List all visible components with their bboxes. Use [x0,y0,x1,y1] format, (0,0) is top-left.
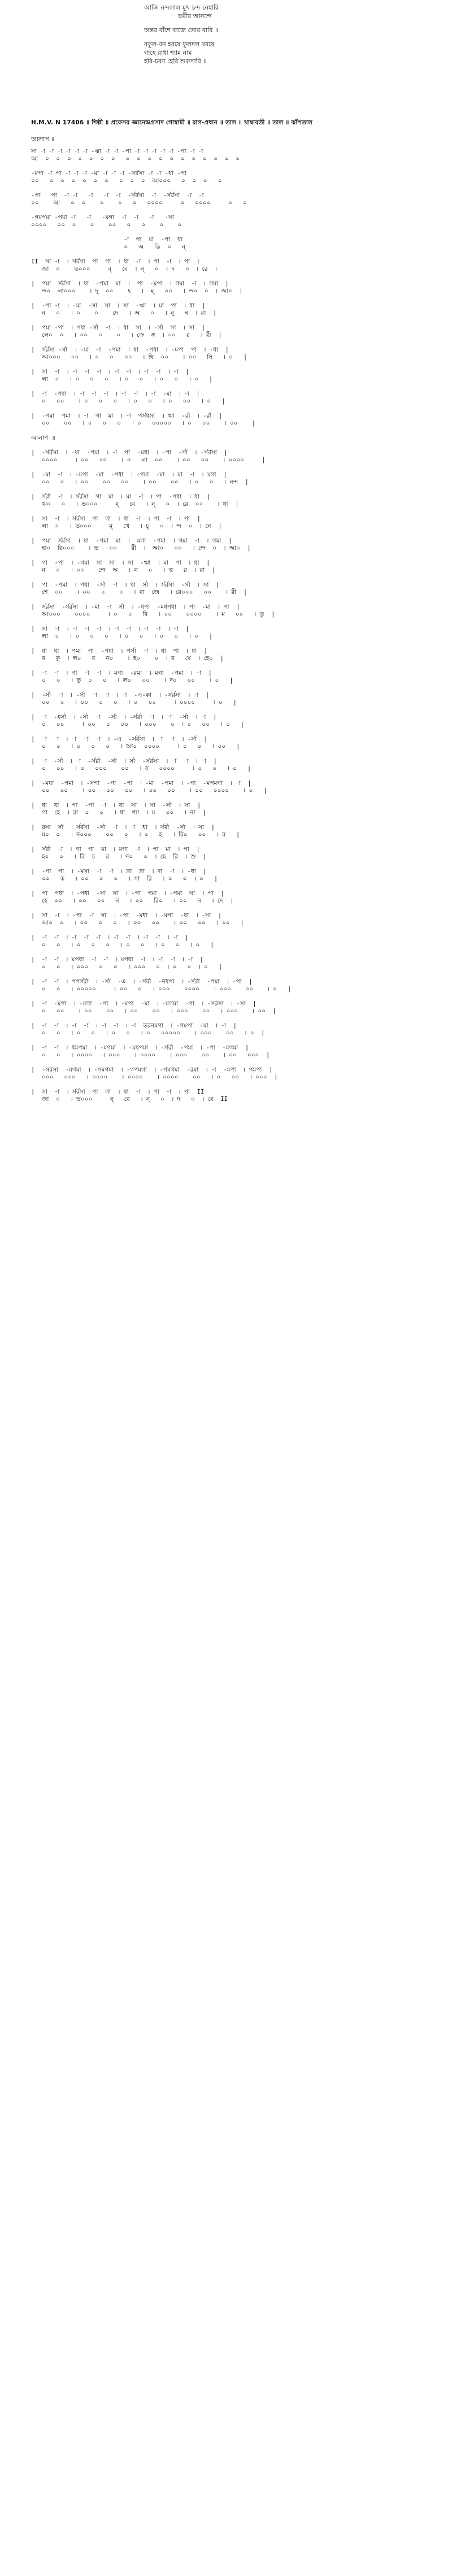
notation-row: ০ অ ন্তি ০ ন্ [31,244,186,250]
notation-row: আ০০০ ০০০০ । ০ ০ বি । ০০ ০০০০ । ম ০০ । তু | [31,611,275,618]
notation-row: | সা -া । র্সর্রসা পা গা । ধা -া । পা -া । পা II [31,1088,205,1095]
notation-row: | -া -া । গা -া -া । মগা -রমা । মগা -পমা । -া | [31,670,212,676]
lyric-line-4: বকুল-বন হরষে ফুলদল বরষে [144,41,215,48]
notation-row: লা ০ । ০ ০ ০ । ০ ০ । ০ ০ । ০ | [31,633,213,640]
notation-row: | -পমা পমা । -া গা মা । -া পর্সধসা । ঋা -র্রা । -র্রা | [31,413,223,419]
notation-row: ০ ০ । ০০০০০ । ০০ ০ । ০০০ ০০০০ । ০০০ ০০ । ০ | [31,986,292,992]
notation-row: | গা -পা । -গমা সা সা । সা -ঋা । মা পা । ধা | [31,560,210,566]
notation-row: হে ০০ । ০০ ০০ ন । ০০ রি০ । ০০ ন । দে | [31,897,234,904]
notation-row: | -া -া । -া -া -া । -এ -র্সর্রসা । -া -া । -র্সা | [31,736,208,743]
notation-row: | -া -া । পপর্সর্রা । -র্সা -এ । -র্সর্রা -নধপা । -র্সর্রা -পমা । -পা | [31,978,253,985]
notation-row: ০০০ ০০০ । ০০০০ । ০০০০ । ০০০০ ০০ । ০ ০০ । ০০০ | [31,1074,278,1081]
notation-row: | -া -র্সা । -া -র্সর্রা -র্সা । র্সা -র্সর্রসা । -া -া । -া | [31,758,217,765]
notation-row: ০০ ০০ । ০ ০ ০ । ০ ০০০০০ । ০ ০০ । ০০ | [31,420,256,427]
notation-row: ০ ০০ । ০০ ০০ । ০০ ০০ । ০০০ ০০ । ০০০ । ০০ | [31,1008,276,1014]
notation-row: ন্দ০ লা০০০ । দু ০০ হ । ম্ ০০ । ন্দ০ ০ । আ০ | [31,288,243,294]
notation-row: ম০ ০ । ন০০০ ০০ ০ । ০ হ । রি০ ০০ । র | [31,831,240,838]
notation-row: ন ০ । ০ ০ দে । অ ০ । নু ন্ব । রা | [31,310,217,316]
notation-row: | পা পধা । -পধা -সা সা । -পা পমা । -পমা সা । পা | [31,890,224,897]
notation-row: ০ ০ । ০০০০ । ০০০ । ০০০০ । ০০০ ০০ । ০০ ০০০ | [31,1052,270,1059]
notation-row: | -া -া । -া -া -া । -া -া । -া -া । -া | [31,934,189,941]
notation-row: -পা পা -া -া -া -া -া -র্সর্রসা -া -র্সর্রসা -া -া [31,192,204,199]
notation-row: ০০ ০ । ০০ ০০ ০০ । ০০ ০০ । ০ ০ । নন্দ | [31,479,249,485]
notation-row: ০ ০০ । ০ ০ ০ । ০ ০ । ০ ০০ । ০ | [31,398,225,405]
notation-row: | -র্সা -া । -র্সা -া -া । -া -এ-কা । -র্সর্রসা । -া | [31,692,210,699]
lyric-line-5: গাহে রাধা শ্যাম নাম [144,49,192,57]
notation-row: | -া -মপা । -মগা -পা । -মপা -মা । -মগমা -গা । -সরসা । -সা | [31,1000,257,1007]
notation-row: | -পা -া । -মা -সা সা । সা -ঋা । মা পা । ধা | [31,302,206,309]
notation-row: | রসা র্সা । র্সর্রসা -র্সা -া । -া ধা । র্সর্রা -র্সা । সা | [31,824,215,831]
notation-row: II সা -া । র্সর্রসা পা গা । ধা -া । পা -া । পা । [31,258,199,265]
notation-row: | -া -া । মপধা -া -া । মপধা -া । -া -া । -া | [31,956,203,963]
notation-row: | পা -পমা । পধা -র্সা -া । ধা র্সা । র্সর্রসা -র্সা । সা | [31,582,220,588]
lyric-line-1: আজি নন্দলাল মুখ চন্দ নেহারি [144,4,219,11]
notation-row: ন ০ । ০০ ন্দে অ । ন ০ । ত্ত র । রা | [31,567,216,574]
notation-row: ০০ ক । ০০ ০ ০ । সা রি । ০ ০ । ০ | [31,875,218,882]
notation-row: ০০ ০ ০ ০ ০ ০ ০ ০ ০ ০ আ০০০ ০ ০ ০ ০ [31,177,222,184]
notation-row: আ ০ ০ ০ ০ ০ ০ ০ ০ ০ ০ ০ ০ ০ ০ ০ ০ ০ ০ [31,155,240,162]
notation-row: | পমা র্সর্রসা । ধা -পমা মা । মগা -পমা । গমা -া । গমা | [31,537,232,544]
notation-row: | -সরসা -মগমা । -সমগমা । -গপমগা । -পমগমা -রমা । -া -মপা । পমপা | [31,1066,273,1073]
notation-row: সা -া -া -া -া -া -া -ঋা -া -া -পা -া -া -া -া -া -পা -া -া [31,148,203,155]
notation-row: | পমা র্সর্রসা । ধা -পমা মা । পা -মপা । গমা -া । গমা | [31,280,229,287]
notation-row: -মপা -া পা -া -া -া -মা -া -া -া -সর্রসা -া -া -ধা -পা [31,170,186,177]
notation-row: | র্সর্রসা -র্সা । -মা -া -পমা । ধা -পধা । -মপা পা । -ধা | [31,346,229,353]
notation-row: | -া -া । ধমপমা । -মগমা । -মধপমা । -র্সর্রা -পমা । -পা -মগমা | [31,1044,249,1051]
notation-row: হা০ রি০০০ । ভ ০০ রী । আ০ ০০ । ন্দে ০ । আ০ | [31,545,251,552]
notation-row: ০০ ০ । ০০ ০ ০ । ০ ০০ । ০০০০ । ০ | [31,699,237,706]
notation-row: ০ ০ । ফু ০ ০ । ল০ ০০ । দ০ ০০ । ০ | [31,677,233,684]
notation-row: ০ ০ । ০ ০ । ০ ০ । ০ ০০০০০ । ০০০ ০০ । ০ | [31,1030,265,1037]
notation-row: ০ ০ । ০ ০ ০ । আ০ ০০০০ । ০ ০ । ০০ | [31,743,240,750]
notation-row: | র্সর্রসা -র্সর্রসা । -মা -া র্সা । -ধপা -মধপধা । পা -মা । পা | [31,604,240,610]
notation-row: ০০০০ ০০ ০ ০ ০০ ০ ০ ০ ০ [31,222,182,228]
notation-row: | -া -া । -া -া । -া -া । -া তরনমগা । -গমপা -মা । -া | [31,1022,237,1029]
notation-row: | -মা -া । -মপা -মা -পধা । -পমা -মা । মা -া । মগা | [31,471,227,478]
notation-row: -গমপমা -পমা -া -া -মগা -া -া -া -সা [31,214,174,221]
notation-row: | পমা -পা । পধা -র্সা -া । ধা সা । -র্সা সা । সা | [31,324,206,331]
alap-label: আলাপ ॥ [31,136,55,143]
notation-row: ০ ০০ । ০ ০০০ ০০ । র ০০০০ । ০ ০ । ০ | [31,765,251,772]
song-lyrics [144,3,381,66]
notation-row: লে০ ০ । ০০ ০ ০ । ক্রে ঙ্গ । ০০ র । রী | [31,332,222,339]
notation-row: ঋ০ ০ । ভ০০০ ব্ বে । ন্ ০ । রে ০০ । ধা | [31,501,239,508]
notation-row: আ০ ০ । ০০ ০ ০ । ০০ ০০ । ০০ ০০ । ০০ | [31,920,244,926]
notation-row: লা ০ । ভ০০০ ম্ খে । চ্ ০ । ন্দ ০ । নে | [31,523,222,530]
notation-row: | -র্সর্রসা । -ধা -পমা । -া পা -মধা । -পা -র্সা । -র্সর্রসা | [31,449,228,456]
notation-row: ০০ আ ০ ০ ০ ০ ০ ০০০০ ০ ০০০০ ০ ০ [31,200,247,206]
lyric-line-6: হরি-চরণ হেরি শুকসারি ॥ [144,58,207,65]
notation-row: জা ০ ভ০০০ ব্ বে । ন্ ০ । দ ০ । রে । [31,266,217,272]
notation-row: হ০ ০ । রি চ র । ণ০ ০ । হে রি । শু | [31,853,207,860]
notation-row: | র্সর্রা -া । গা গা মা । মগা -া । পা মা । পা | [31,846,200,853]
notation-row: | সা -া । -া -া -া । -া -া । -া -া । -া | [31,626,189,632]
notation-row: শে ০০ । ০০ ০ ০ । বা জে । রে০০০ ০০ । রী | [31,589,247,596]
notation-row: গা হে । রা ০ ০ । ধা শ্যা । ম ০০ । না | [31,809,206,816]
notation-row: আলাপ ॥ [31,435,55,441]
notation-row: | র্সর্রা -া । র্সর্রসা গা মা । মা -া । পা -পধা । ধা | [31,493,210,500]
notation-row: লা ০ । ০ ০ ০ । ০ ০ । ০ ০ । ০ | [31,376,213,383]
notation-row: জা ০ । ভ০০০ ব্ বে । ন্ ০ । দ ০ । রে II [31,1096,228,1103]
notation-row: | সা -া । র্সর্রসা পা গা । ধা -া । পা -া । পা | [31,515,201,522]
notation-row: ০ ০০ । ০০ ০ ০০ । ০০০ ০ । ০ ০০ । ০ | [31,721,245,728]
notation-row: ব কু । ল০ ব ন০ । হ০ ০ । র ষে । হে০ | [31,655,224,662]
notation-row: | -া -ধর্সা । -র্সা -া -র্সা । -র্সর্রা -া । -া -র্সা । -া | [31,714,217,721]
notation-row: | -া -পধা । -া -া -া । -া -া । -া -মা । -া | [31,391,200,397]
notation-row: ০ ০ । ০০০ ০ ০ । ০০০ ০ । ০ ০ । ০ | [31,964,223,970]
notation-row: | ধা ধা । পা -পা -া । ধা সা । সা -র্সা । সা | [31,802,201,809]
notation-row: ০০ ০০ । ০০ ০০ ০০ । ০০ ০০ । ০০ ০০০০ । ০ | [31,787,267,794]
notation-row: | ধা ধা । পমা পা -পধা । পর্সা -া । ধা পা । ধা | [31,648,208,654]
notation-row: | সা -া । -া -া -া । -া -া । -া -া । -া | [31,368,189,375]
notation-row: ০ ০ । ০ ০ ০ । ০ ০ । ০ ০ । ০ | [31,942,214,948]
notation-row: | সা -া । -পা -া সা । -পা -মধা । -মপা -ধা । -সা | [31,912,222,919]
notation-row: আ০০০ ০০ । ০ ০ ০০ । দ্বি ০০ । ০০ সি । ০ | [31,354,247,361]
notation-row: -া গা মা -পা ধা [31,236,182,243]
notation-row: ০০০০ । ০০ ০০ । ০ লা ০০ । ০০ ০০ । ০০০০ | [31,457,266,463]
lyric-line-2: ভরীর আনন্দে [178,12,212,20]
lyric-line-3: অন্তর বাঁশে বাজে তোর বারি ॥ [144,27,219,34]
notation-row: | -মধা -পমা । -সপা -পা -পা । -মা -পমা । -পা -মপমগা । -া | [31,780,251,787]
record-info: H.M.V. N 17406 ॥ শিল্পী ॥ প্রফেসর জ্ঞানেন্দ্রপ্রসাদ গোস্বামী ॥ রাগ-প্রধান ॥ তাল ॥ খাম্বাবতী ॥ তাল ॥ ঝাঁপতাল [31,119,313,126]
notation-row: | -পা পা । -মসা -া -া । দ্রা দ্রা । দা -া । -ধা | [31,868,207,875]
